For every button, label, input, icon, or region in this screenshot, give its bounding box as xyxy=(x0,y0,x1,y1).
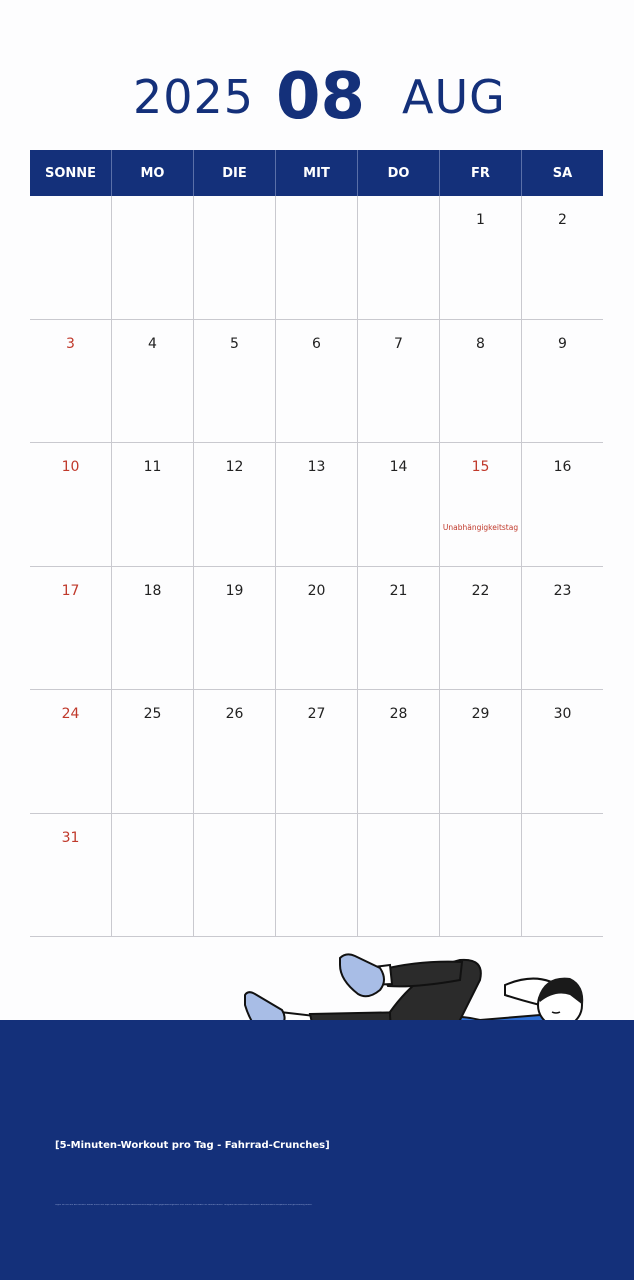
day-cell xyxy=(194,690,276,813)
day-number: 9 xyxy=(558,335,567,352)
workout-footer xyxy=(0,1020,634,1280)
empty-day-cell xyxy=(522,814,603,937)
day-cell xyxy=(358,690,440,813)
day-cell xyxy=(276,690,358,813)
day-cell xyxy=(522,196,603,319)
empty-day-cell xyxy=(112,814,194,937)
calendar-week-row xyxy=(30,814,603,938)
workout-title: [5-Minuten-Workout pro Tag - Fahrrad-Crunches] xyxy=(55,1140,330,1151)
weekday-header-row xyxy=(30,150,603,196)
year-label: 2025 xyxy=(133,70,255,124)
day-number: 4 xyxy=(148,335,157,352)
empty-day-cell xyxy=(276,196,358,319)
month-number: 08 xyxy=(276,60,366,134)
day-number: 11 xyxy=(143,459,162,475)
day-number: 24 xyxy=(61,706,80,722)
day-cell xyxy=(358,320,440,443)
calendar-grid xyxy=(30,150,603,937)
day-cell xyxy=(522,443,603,566)
empty-day-cell xyxy=(440,814,522,937)
day-number: 7 xyxy=(394,335,403,352)
day-cell xyxy=(440,320,522,443)
day-cell xyxy=(440,196,522,319)
calendar-header xyxy=(0,60,634,140)
day-cell xyxy=(276,567,358,690)
calendar-week-row xyxy=(30,690,603,814)
day-cell xyxy=(522,320,603,443)
month-name: AUG xyxy=(402,70,506,124)
day-cell xyxy=(30,814,112,937)
day-number: 28 xyxy=(389,706,408,722)
day-cell xyxy=(30,320,112,443)
weekday-friday: FR xyxy=(440,150,522,196)
weekday-wednesday: MIT xyxy=(276,150,358,196)
day-number: 6 xyxy=(312,335,321,352)
day-number: 5 xyxy=(230,335,239,352)
day-number: 14 xyxy=(389,459,408,475)
day-number: 29 xyxy=(471,706,490,722)
day-cell xyxy=(440,567,522,690)
day-cell xyxy=(276,320,358,443)
calendar-week-row xyxy=(30,443,603,567)
day-number: 10 xyxy=(61,459,80,475)
empty-day-cell xyxy=(194,196,276,319)
day-number: 25 xyxy=(143,706,162,722)
day-cell xyxy=(194,567,276,690)
day-cell xyxy=(112,320,194,443)
weekday-monday: MO xyxy=(112,150,194,196)
day-cell xyxy=(30,443,112,566)
calendar-weeks xyxy=(30,196,603,937)
day-cell xyxy=(112,443,194,566)
day-number: 26 xyxy=(225,706,244,722)
day-number: 1 xyxy=(476,212,485,228)
day-number: 20 xyxy=(307,582,326,599)
calendar-week-row xyxy=(30,196,603,320)
day-number: 2 xyxy=(558,212,567,228)
day-number: 8 xyxy=(476,335,485,352)
day-cell xyxy=(30,567,112,690)
day-cell xyxy=(276,443,358,566)
day-number: 12 xyxy=(225,459,244,475)
day-cell xyxy=(194,443,276,566)
weekday-thursday: DO xyxy=(358,150,440,196)
day-number: 18 xyxy=(143,582,162,599)
empty-day-cell xyxy=(30,196,112,319)
day-cell xyxy=(440,443,522,566)
empty-day-cell xyxy=(112,196,194,319)
day-cell xyxy=(522,567,603,690)
empty-day-cell xyxy=(194,814,276,937)
day-number: 15 xyxy=(471,459,490,475)
empty-day-cell xyxy=(276,814,358,937)
day-cell xyxy=(440,690,522,813)
day-number: 21 xyxy=(389,582,408,599)
day-cell xyxy=(112,567,194,690)
day-number: 13 xyxy=(307,459,326,475)
day-cell xyxy=(194,320,276,443)
day-number: 19 xyxy=(225,582,244,599)
day-cell xyxy=(358,567,440,690)
weekday-saturday: SA xyxy=(552,165,573,181)
day-number: 3 xyxy=(66,335,75,352)
weekday-tuesday: DIE xyxy=(194,150,276,196)
day-number: 27 xyxy=(307,706,326,722)
day-number: 22 xyxy=(471,582,490,599)
calendar-week-row xyxy=(30,567,603,691)
day-number: 30 xyxy=(553,706,572,722)
day-number: 23 xyxy=(553,582,572,599)
workout-description: Legen Sie sich auf den Rücken, Hände hinter den Kopf, Beine anheben und abwechselnd Ellbogen zum gegenüberliegenden Knie führen, als würden Sie Fahrrad fahren. Langsam und kontrolliert ausführen, Bauchmuskeln anspannen und gleichmäßig atmen. xyxy=(55,1204,313,1206)
holiday-label: Unabhängigkeitstag xyxy=(442,523,519,532)
day-number: 16 xyxy=(553,459,572,475)
day-number: 17 xyxy=(61,582,80,599)
empty-day-cell xyxy=(358,814,440,937)
calendar-week-row xyxy=(30,320,603,444)
day-cell xyxy=(358,443,440,566)
empty-day-cell xyxy=(358,196,440,319)
day-cell xyxy=(522,690,603,813)
day-number: 31 xyxy=(61,829,80,846)
day-cell xyxy=(30,690,112,813)
weekday-sunday: SONNE xyxy=(30,150,112,196)
day-cell xyxy=(112,690,194,813)
